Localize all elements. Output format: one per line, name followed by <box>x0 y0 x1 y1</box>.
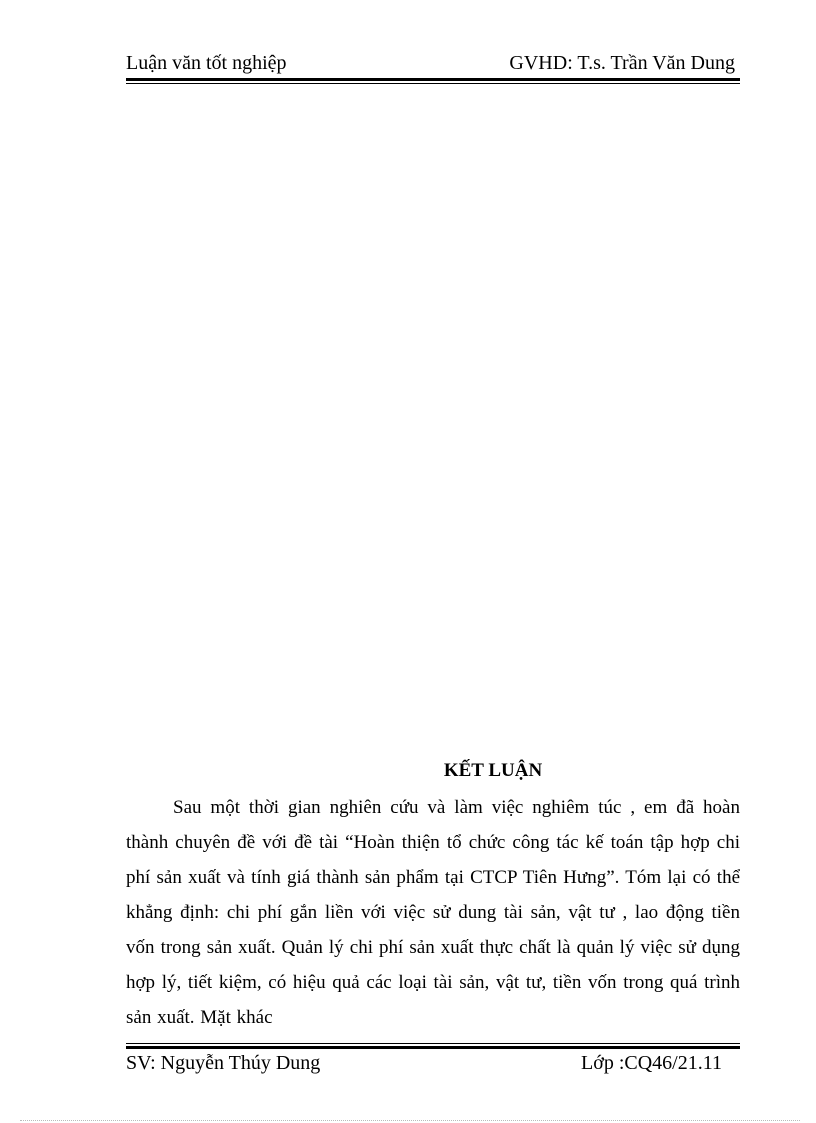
page-header <box>126 50 740 78</box>
header-advisor-label: GVHD: T.s. Trần Văn Dung <box>509 52 735 74</box>
footer-rule-thick <box>126 1046 740 1049</box>
page-edge-dotted-line <box>20 1120 800 1121</box>
conclusion-paragraph: Sau một thời gian nghiên cứu và làm việc nghiêm túc , em đã hoàn thành chuyên đề với đề tài “Hoàn thiện tổ chức công tác kế toán tập hợp chi phí sản xuất và tính giá thành sản phẩm tại CTCP Tiên Hưng”. Tóm lại có thể khẳng định: chi phí gắn liền với việc sử dung tài sản, vật tư , lao động tiền vốn trong sản xuất. Quản lý chi phí sản xuất thực chất là quản lý việc sử dụng hợp lý, tiết kiệm, có hiệu quả các loại tài sản, vật tư, tiền vốn trong quá trình sản xuất. Mặt khác <box>126 797 740 1028</box>
footer-class-label: Lớp :CQ46/21.11 <box>581 1052 722 1074</box>
main-content <box>126 758 740 1035</box>
section-title: KẾT LUẬN <box>443 760 543 781</box>
header-rule-thin <box>126 83 740 84</box>
footer-rule-thin <box>126 1043 740 1044</box>
footer-student-label: SV: Nguyễn Thúy Dung <box>126 1052 321 1074</box>
header-rule-thick <box>126 78 740 81</box>
header-thesis-label: Luận văn tốt nghiệp <box>126 52 287 74</box>
page-footer <box>126 1050 740 1078</box>
